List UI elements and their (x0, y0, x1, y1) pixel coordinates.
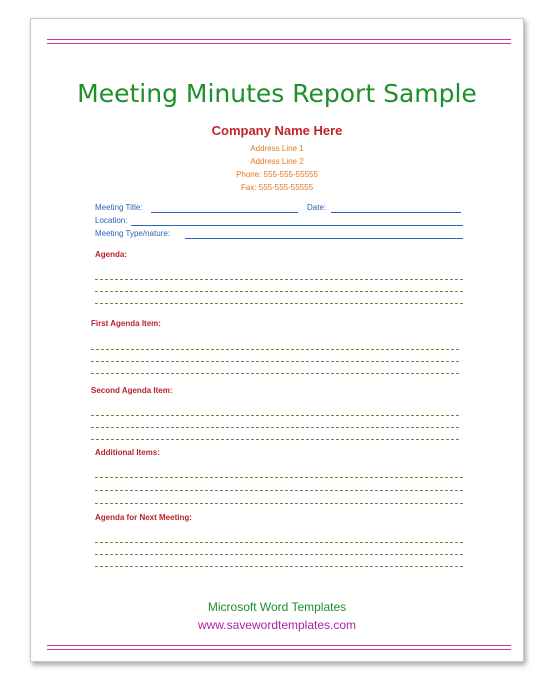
meeting-type-field[interactable] (185, 238, 463, 239)
date-field[interactable] (331, 212, 461, 213)
document-title: Meeting Minutes Report Sample (77, 79, 477, 108)
second-item-line[interactable] (91, 439, 459, 440)
fax-line: Fax: 555-555-55555 (240, 183, 314, 192)
agenda-line[interactable] (95, 279, 463, 280)
meeting-title-field[interactable] (151, 212, 298, 213)
first-agenda-item-heading: First Agenda Item: (91, 319, 161, 328)
phone-line: Phone: 555-555-55555 (236, 170, 318, 179)
second-item-line[interactable] (91, 427, 459, 428)
footer-brand: Microsoft Word Templates (207, 600, 347, 614)
additional-item-line[interactable] (95, 503, 463, 504)
location-field[interactable] (131, 225, 463, 226)
address-line-1: Address Line 1 (250, 144, 304, 153)
second-item-line[interactable] (91, 415, 459, 416)
next-meeting-line[interactable] (95, 542, 463, 543)
agenda-line[interactable] (95, 303, 463, 304)
additional-items-heading: Additional Items: (95, 448, 160, 457)
next-meeting-line[interactable] (95, 566, 463, 567)
location-label: Location: (95, 216, 128, 225)
company-name: Company Name Here (211, 123, 343, 138)
additional-item-line[interactable] (95, 490, 463, 491)
second-agenda-item-heading: Second Agenda Item: (91, 386, 173, 395)
first-item-line[interactable] (91, 349, 459, 350)
footer-url[interactable]: www.savewordtemplates.com (197, 618, 357, 632)
agenda-line[interactable] (95, 291, 463, 292)
agenda-heading: Agenda: (95, 250, 127, 259)
meeting-type-label: Meeting Type/nature: (95, 229, 171, 238)
first-item-line[interactable] (91, 361, 459, 362)
date-label: Date: (307, 203, 327, 212)
next-meeting-line[interactable] (95, 554, 463, 555)
document-page (30, 18, 524, 662)
first-item-line[interactable] (91, 373, 459, 374)
address-line-2: Address Line 2 (250, 157, 304, 166)
next-meeting-agenda-heading: Agenda for Next Meeting: (95, 513, 192, 522)
additional-item-line[interactable] (95, 477, 463, 478)
meeting-title-label: Meeting Title: (95, 203, 143, 212)
